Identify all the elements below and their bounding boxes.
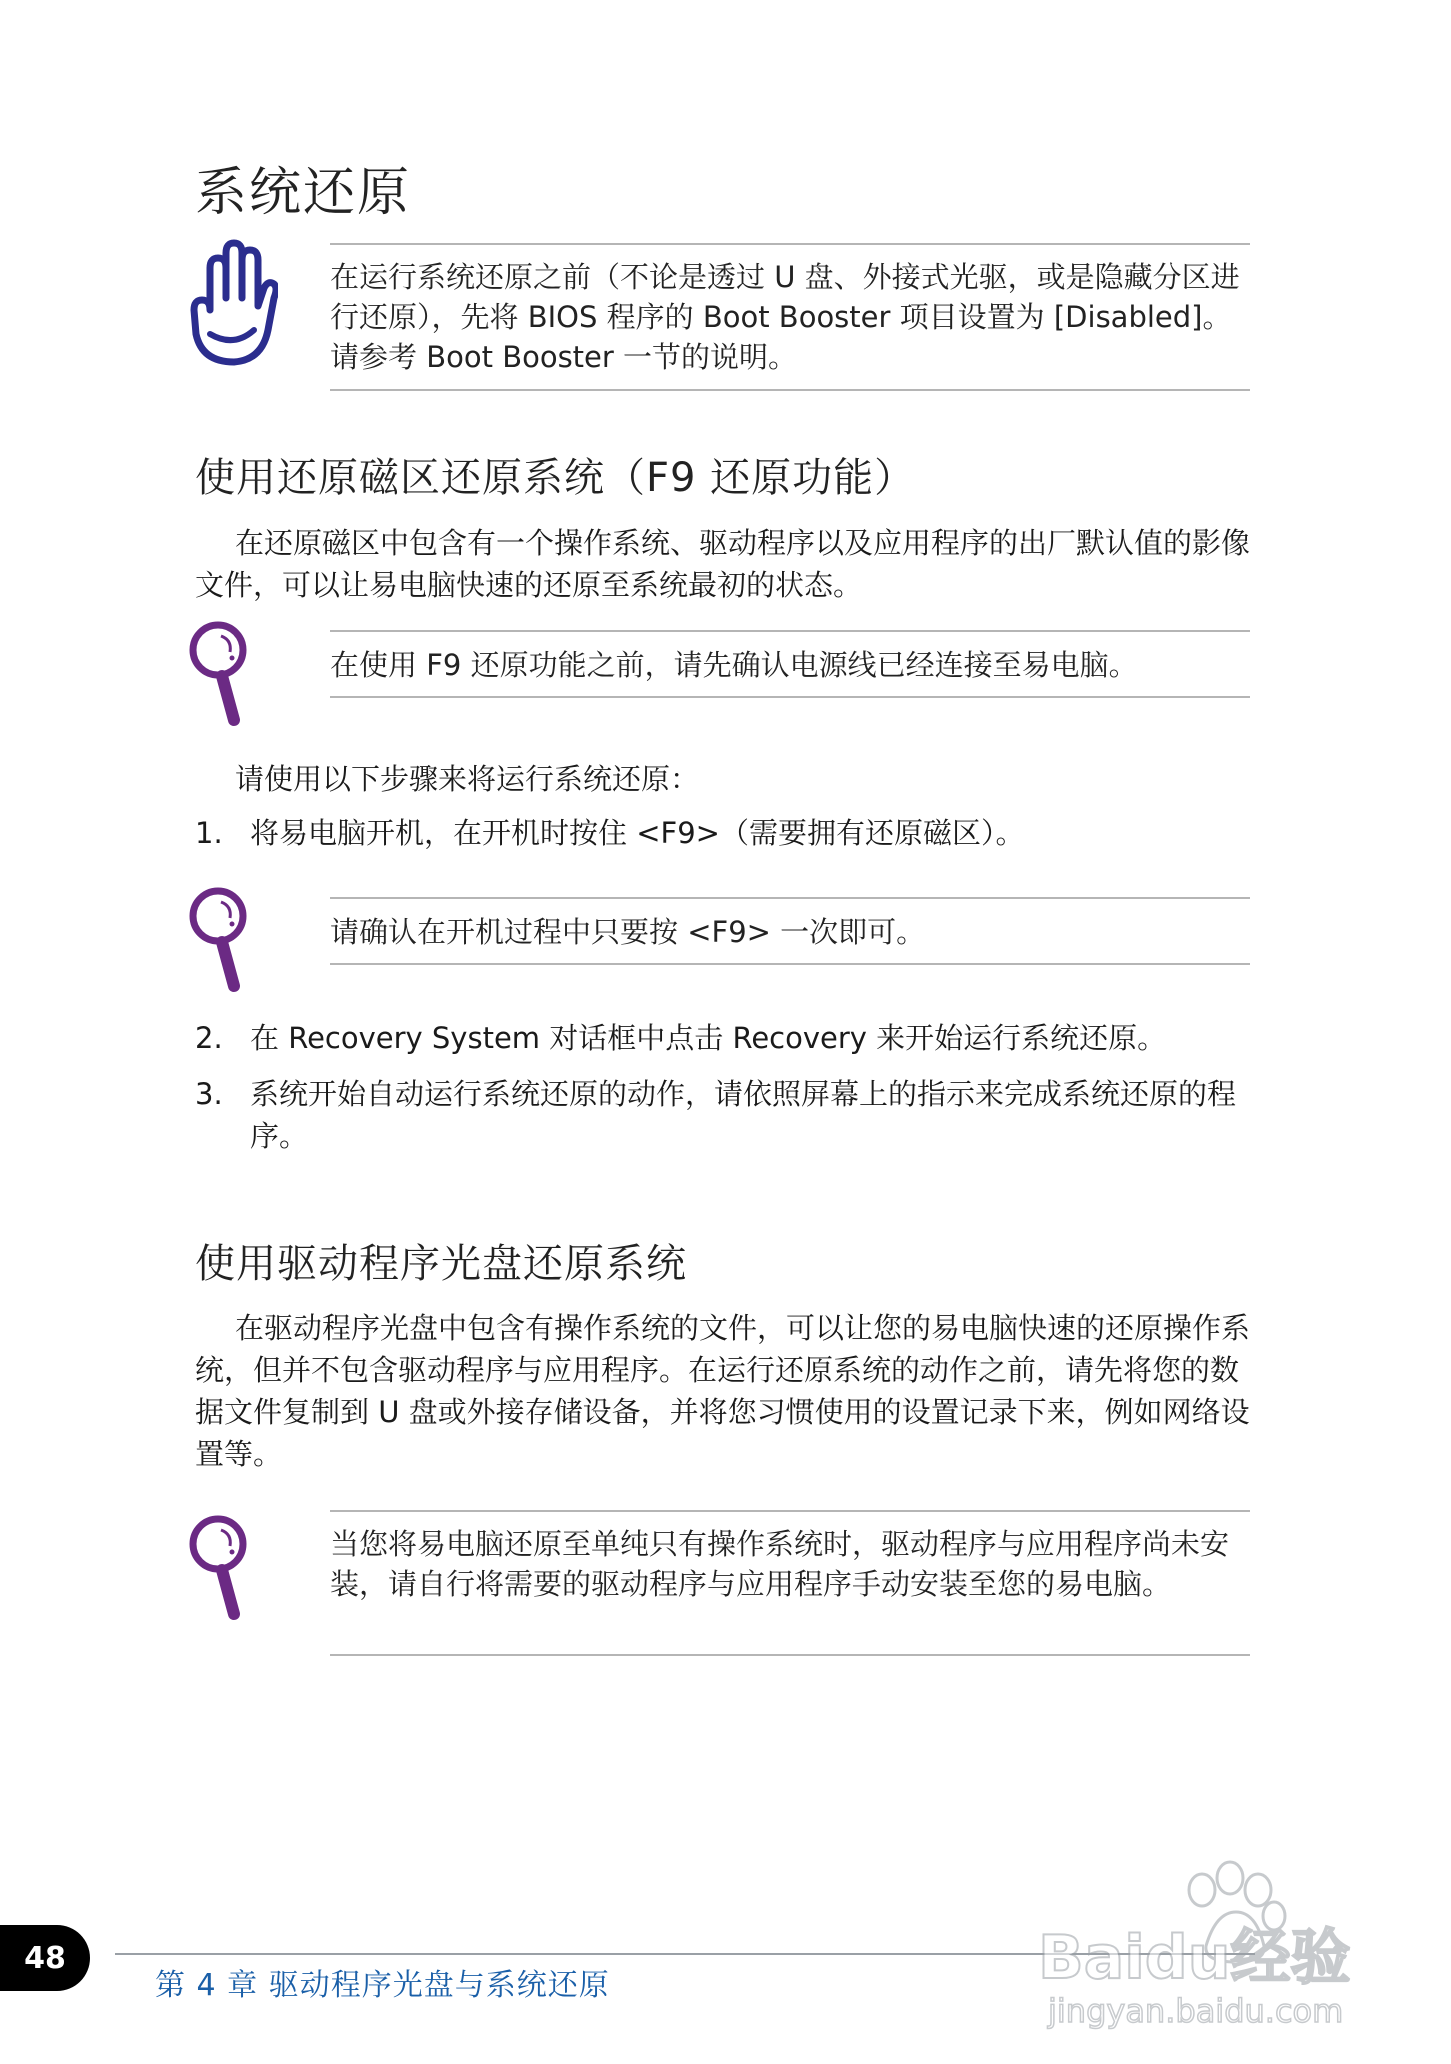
section2-intro-text: 在驱动程序光盘中包含有操作系统的文件，可以让您的易电脑快速的还原操作系统，但并不包含驱动程序与应用程序。在运行还原系统的动作之前，请先将您的数据文件复制到 U 盘或外接存储设备，并将您习惯使用的设置记录下来，例如网络设置等。 [195,1311,1251,1471]
step-1 [195,812,1255,854]
step-3 [195,1073,1255,1157]
step-1-text: 将易电脑开机，在开机时按住 <F9>（需要拥有还原磁区）。 [250,816,1025,850]
section2-intro [195,1307,1250,1475]
section1-heading: 使用还原磁区还原系统（F9 还原功能） [195,455,916,501]
step-1-number: 1. [195,816,223,850]
step-2-number: 2. [195,1021,223,1055]
magnifier-note-icon [188,1512,258,1622]
step-3-text: 系统开始自动运行系统还原的动作，请依照屏幕上的指示来完成系统还原的程序。 [250,1077,1237,1153]
watermark-url: jingyan.baidu.com [1048,1992,1344,2030]
chapter-footer: 第 4 章 驱动程序光盘与系统还原 [155,1968,610,2003]
note-driver-install-text: 当您将易电脑还原至单纯只有操作系统时，驱动程序与应用程序尚未安装，请自行将需要的驱动程序与应用程序手动安装至您的易电脑。 [330,1527,1230,1601]
magnifier-note-icon [188,618,258,728]
warning-note [330,243,1250,391]
page-number: 48 [0,1925,90,1991]
note-f9-once-text: 请确认在开机过程中只要按 <F9> 一次即可。 [330,915,926,949]
step-2 [195,1017,1255,1059]
section1-intro-text: 在还原磁区中包含有一个操作系统、驱动程序以及应用程序的出厂默认值的影像文件，可以让易电脑快速的还原至系统最初的状态。 [195,526,1251,602]
warning-note-text: 在运行系统还原之前（不论是透过 U 盘、外接式光驱，或是隐藏分区进行还原），先将 BIOS 程序的 Boot Booster 项目设置为 [Disabled]。请参考 Boot Booster 一节的说明。 [330,260,1240,374]
hand-warning-icon [188,238,278,368]
steps-intro [195,758,1250,800]
magnifier-note-icon [188,884,258,994]
baidu-watermark [1030,1850,1370,2030]
note-f9-once [330,897,1250,965]
step-2-text: 在 Recovery System 对话框中点击 Recovery 来开始运行系统还原。 [250,1021,1167,1055]
note-f9-power [330,630,1250,698]
steps-intro-text: 请使用以下步骤来将运行系统还原： [235,762,700,796]
note-driver-install [330,1510,1250,1656]
section2-heading: 使用驱动程序光盘还原系统 [195,1241,687,1287]
note-f9-power-text: 在使用 F9 还原功能之前，请先确认电源线已经连接至易电脑。 [330,648,1138,682]
watermark-brand: Baidu经验 [1038,1923,1351,1993]
page-title: 系统还原 [195,163,412,223]
section1-intro [195,522,1250,606]
step-3-number: 3. [195,1077,223,1111]
